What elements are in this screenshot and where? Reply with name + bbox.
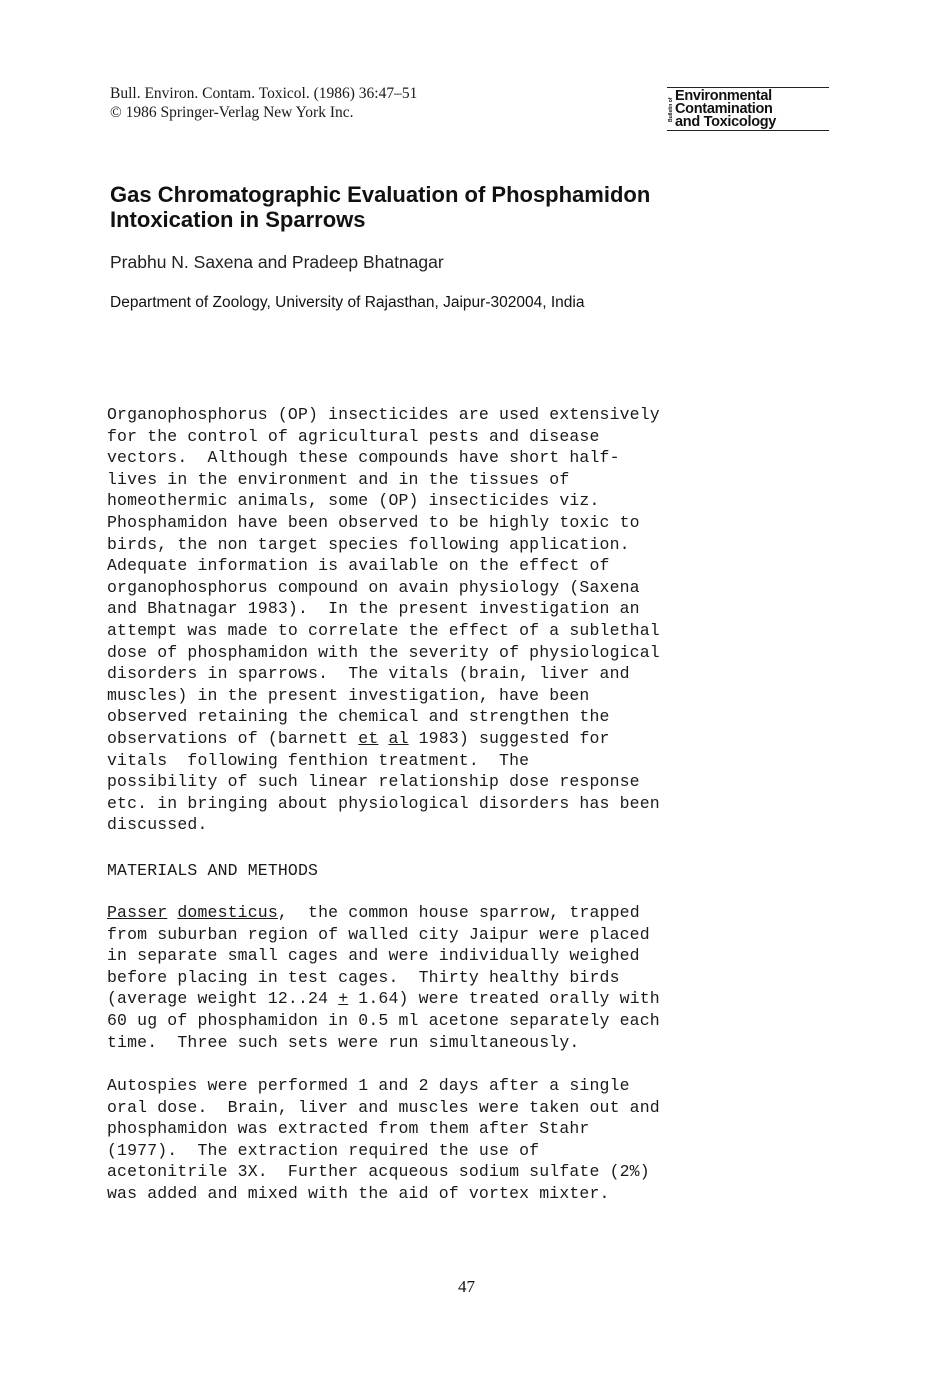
text-line: was added and mixed with the aid of vortex mixter. [107,1183,610,1203]
article-title-line2: Intoxication in Sparrows [110,207,366,232]
text-line: before placing in test cages. Thirty healthy birds [107,967,620,987]
text-line: Autospies were performed 1 and 2 days after a single [107,1076,630,1095]
page-number: 47 [458,1277,475,1296]
text-line: in separate small cages and were individually weighed [107,946,640,966]
citation-copyright: © 1986 Springer-Verlag New York Inc. [110,104,354,121]
text-line: disorders in sparrows. The vitals (brain, liver and [107,664,630,684]
text-line: phosphamidon was extracted from them after Stahr [107,1119,590,1139]
section-heading-methods: MATERIALS AND METHODS [107,861,319,880]
text-line: 60 ug of phosphamidon in 0.5 ml acetone separately each [107,1010,660,1030]
journal-logo-line1: Environmental [675,88,772,104]
text-line: vitals following fenthion treatment. The [107,750,530,770]
species-genus: Passer [107,903,168,922]
text-line: (1977). The extraction required the use of [107,1140,540,1160]
text-line: attempt was made to correlate the effect of a sublethal [107,620,660,640]
article-title [110,182,650,232]
plus-minus-sign: + [338,989,349,1009]
text-line: acetonitrile 3X. Further acqueous sodium sulfate (2%) [107,1162,650,1182]
text-line: Organophosphorus (OP) insecticides are used extensively [107,405,660,424]
article-authors: Prabhu N. Saxena and Pradeep Bhatnagar [110,252,444,272]
methods-paragraph-2 [107,1075,660,1205]
text-line: homeothermic animals, some (OP) insecticides viz. [107,491,600,511]
intro-paragraph [107,404,660,836]
text-line: dose of phosphamidon with the severity of physiological [107,642,660,662]
text-line: for the control of agricultural pests and disease [107,426,600,446]
journal-logo-side-text: Bulletin of [668,97,674,122]
text-line: discussed. [107,815,208,835]
article-title-line1: Gas Chromatographic Evaluation of Phosphamidon [110,182,651,207]
text-line: oral dose. Brain, liver and muscles were taken out and [107,1097,660,1117]
text-line: observed retaining the chemical and strengthen the [107,707,610,727]
text-line: (average weight 12..24 + 1.64) were treated orally with [107,989,660,1009]
text-line: possibility of such linear relationship dose response [107,772,640,792]
article-affiliation: Department of Zoology, University of Rajasthan, Jaipur-302004, India [110,294,585,311]
citation-journal: Bull. Environ. Contam. Toxicol. (1986) 36:47–51 [110,85,418,102]
species-name: domesticus [177,903,278,922]
text-line: time. Three such sets were run simultaneously. [107,1032,580,1052]
et-al-et: et [358,728,379,748]
journal-logo-line2: Contamination [675,101,773,117]
text-line: Adequate information is available on the effect of [107,556,610,576]
text-line: Passer domesticus, the common house sparrow, trapped [107,903,640,922]
journal-logo-text [675,90,776,129]
text-line: vectors. Although these compounds have short half- [107,448,620,468]
text-line: birds, the non target species following application. [107,534,630,554]
methods-paragraph-1 [107,902,660,1053]
journal-logo-line3: and Toxicology [675,114,777,130]
text-line: muscles) in the present investigation, have been [107,685,590,705]
citation-block [110,84,417,122]
text-line: organophosphorus compound on avain physiology (Saxena [107,577,640,597]
text-line: and Bhatnagar 1983). In the present investigation an [107,599,640,619]
text-line: etc. in bringing about physiological disorders has been [107,793,660,813]
text-line: observations of (barnett et al 1983) suggested for [107,728,610,748]
text-line: lives in the environment and in the tissues of [107,469,570,489]
text-line: from suburban region of walled city Jaipur were placed [107,924,650,944]
journal-logo [667,87,829,131]
et-al-al: al [388,728,409,748]
text-line: Phosphamidon have been observed to be highly toxic to [107,512,640,532]
